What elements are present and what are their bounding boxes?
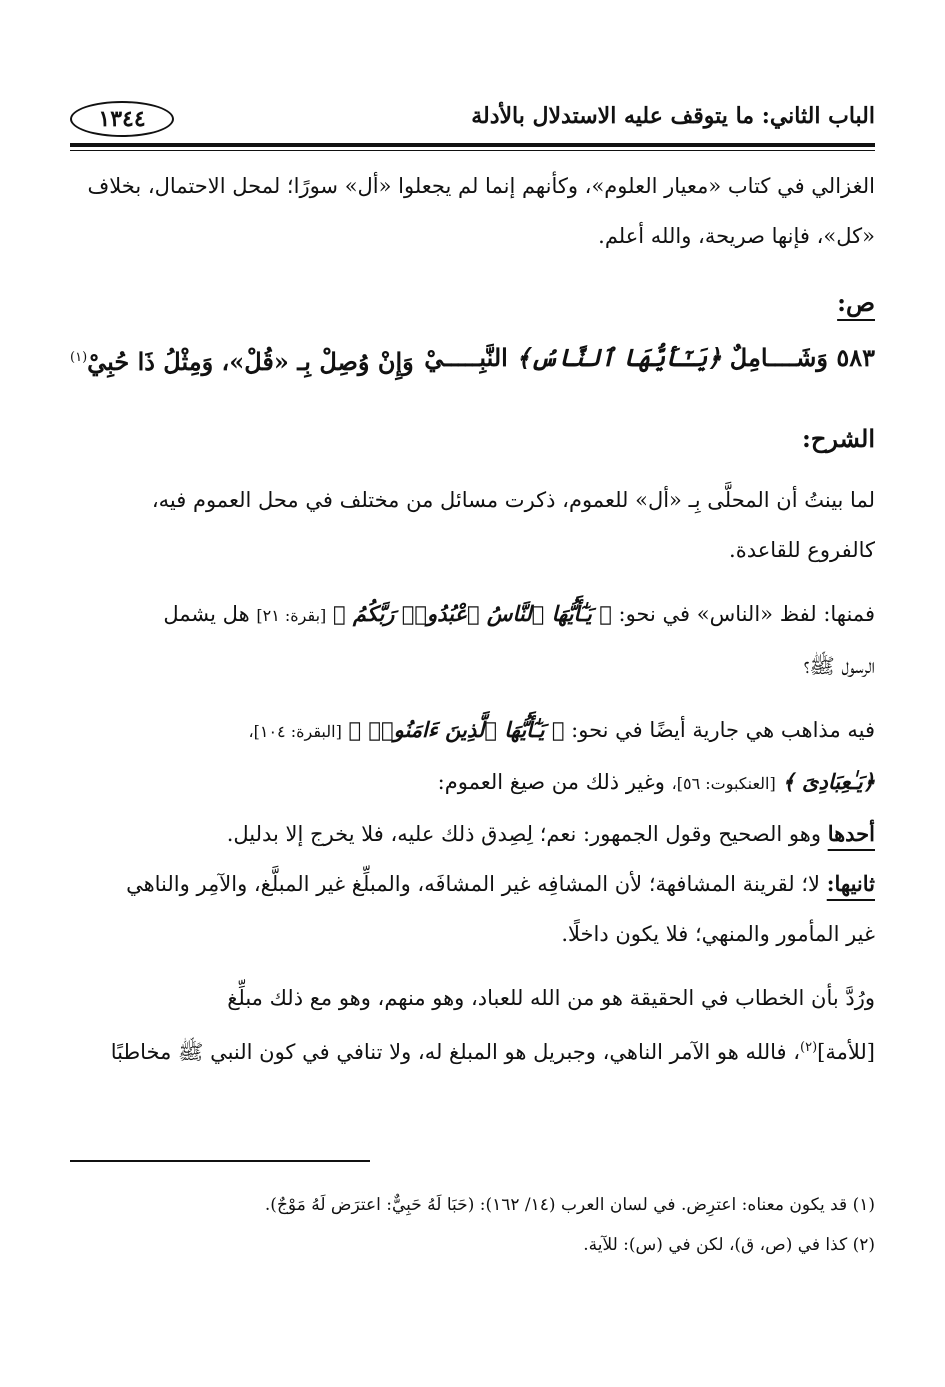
p3-reference-2: [العنكبوت: ٥٦]،	[671, 774, 776, 793]
verse-quran-phrase: ﴿يَـٰٓأَيُّهَا ٱلنَّاسُ﴾	[516, 343, 722, 372]
paragraph-3	[70, 705, 875, 809]
verse-word-shamil: وَشَــــامِلٌ	[729, 343, 828, 372]
page-header	[70, 95, 875, 143]
intro-paragraph	[70, 161, 875, 261]
second-opinion-label: ثانيها:	[826, 871, 875, 896]
header-rule-thin	[70, 150, 875, 151]
verse-word-nabi: النَّبِـــــيْ	[424, 343, 508, 372]
verse-number: ٥٨٣	[836, 343, 875, 372]
p4-bracket: [للأمة]	[817, 1040, 875, 1064]
p3-reference: [البقرة: ١٠٤]،	[248, 722, 342, 741]
p3-quran-2: ﴿يَـٰعِبَادِىَ ﴾	[782, 769, 875, 794]
p3-rest: وغير ذلك من صيغ العموم:	[437, 770, 665, 794]
header-rule-thick	[70, 143, 875, 147]
paragraph-4	[70, 973, 875, 1077]
verse-first-hemistich	[424, 335, 875, 385]
first-opinion	[70, 809, 875, 859]
footnote-1: (١) قد يكون معناه: اعترِض. في لسان العرب (١٤/ ١٦٢): (حَبَا لَهُ حَبِيٌّ: اعترَض لَهُ مَوْجٌ).	[264, 1195, 875, 1215]
running-title: الباب الثاني: ما يتوقف عليه الاستدلال بالأدلة	[471, 103, 875, 129]
paragraph-2	[70, 589, 875, 691]
verse-second-text: وَإِنْ وُصِلْ بِـ «قُلْ»، وَمِثْلُ ذَا حُبِيْ	[87, 347, 414, 376]
first-opinion-text: وهو الصحيح وقول الجمهور: نعم؛ لِصِدق ذلك عليه، فلا يخرج إلا بدليل.	[226, 822, 821, 846]
text-heading: ص:	[837, 288, 875, 317]
p2-reference: [بقرة: ٢١]	[256, 606, 327, 625]
p2-line-2: الرسول ﷺ؟	[803, 654, 875, 678]
commentary-heading: الشرح:	[802, 424, 875, 453]
footnote-2: (٢) كذا في (ص، ق)، لكن في (س): للآية.	[583, 1235, 875, 1255]
p1-line-1: لما بينتُ أن المحلَّى بِـ «أل» للعموم، ذكرت مسائل من مختلف في محل العموم فيه،	[151, 488, 875, 512]
footnote-marker-2: (٢)	[800, 1040, 818, 1055]
second-opinion-line-1: لا؛ لقرينة المشافهة؛ لأن المشافِه غير المشافَه، والمبلِّغ غير المبلَّغ، والآمِر والناهي	[126, 872, 821, 896]
p2-quran: ﴿ يَـٰٓأَيُّهَا ٱلنَّاسُ ٱعْبُدُوا۟ رَبَّكُمُ ﴾	[332, 601, 612, 626]
book-page	[70, 95, 875, 1347]
second-opinion-line-2: غير المأمور والمنهي؛ فلا يكون داخلًا.	[561, 922, 875, 946]
paragraph-1	[70, 475, 875, 575]
intro-line-2: «كل»، فإنها صريحة، والله أعلم.	[598, 224, 875, 248]
page-number: ١٣٤٤	[70, 101, 174, 137]
second-opinion	[70, 859, 875, 959]
p2-intro: فمنها: لفظ «الناس» في نحو:	[618, 602, 875, 626]
footnote-separator	[70, 1160, 370, 1162]
p3-quran: ﴿ يَـٰٓأَيُّهَا ٱلَّذِينَ ءَامَنُوا۟ ﴾	[348, 717, 565, 742]
verse-second-hemistich	[70, 335, 414, 385]
p3-intro: فيه مذاهب هي جارية أيضًا في نحو:	[571, 718, 875, 742]
first-opinion-label: أحدها	[827, 821, 875, 846]
footnotes	[70, 1185, 875, 1265]
intro-line-1: الغزالي في كتاب «معيار العلوم»، وكأنهم إنما لم يجعلوا «أل» سورًا؛ لمحل الاحتمال، بخلاف	[87, 174, 875, 198]
verse-583	[70, 335, 875, 385]
p1-line-2: كالفروع للقاعدة.	[729, 538, 875, 562]
footnote-marker-1: (١)	[70, 350, 88, 365]
p2-question: هل يشمل	[163, 602, 250, 626]
p4-line-1: ورُدَّ بأن الخطاب في الحقيقة هو من الله للعباد، وهو منهم، وهو مع ذلك مبلِّغ	[227, 986, 875, 1010]
p4-line-2: ، فالله هو الآمر الناهي، وجبريل هو المبلغ له، ولا تنافي في كون النبي ﷺ مخاطبًا	[110, 1040, 801, 1064]
